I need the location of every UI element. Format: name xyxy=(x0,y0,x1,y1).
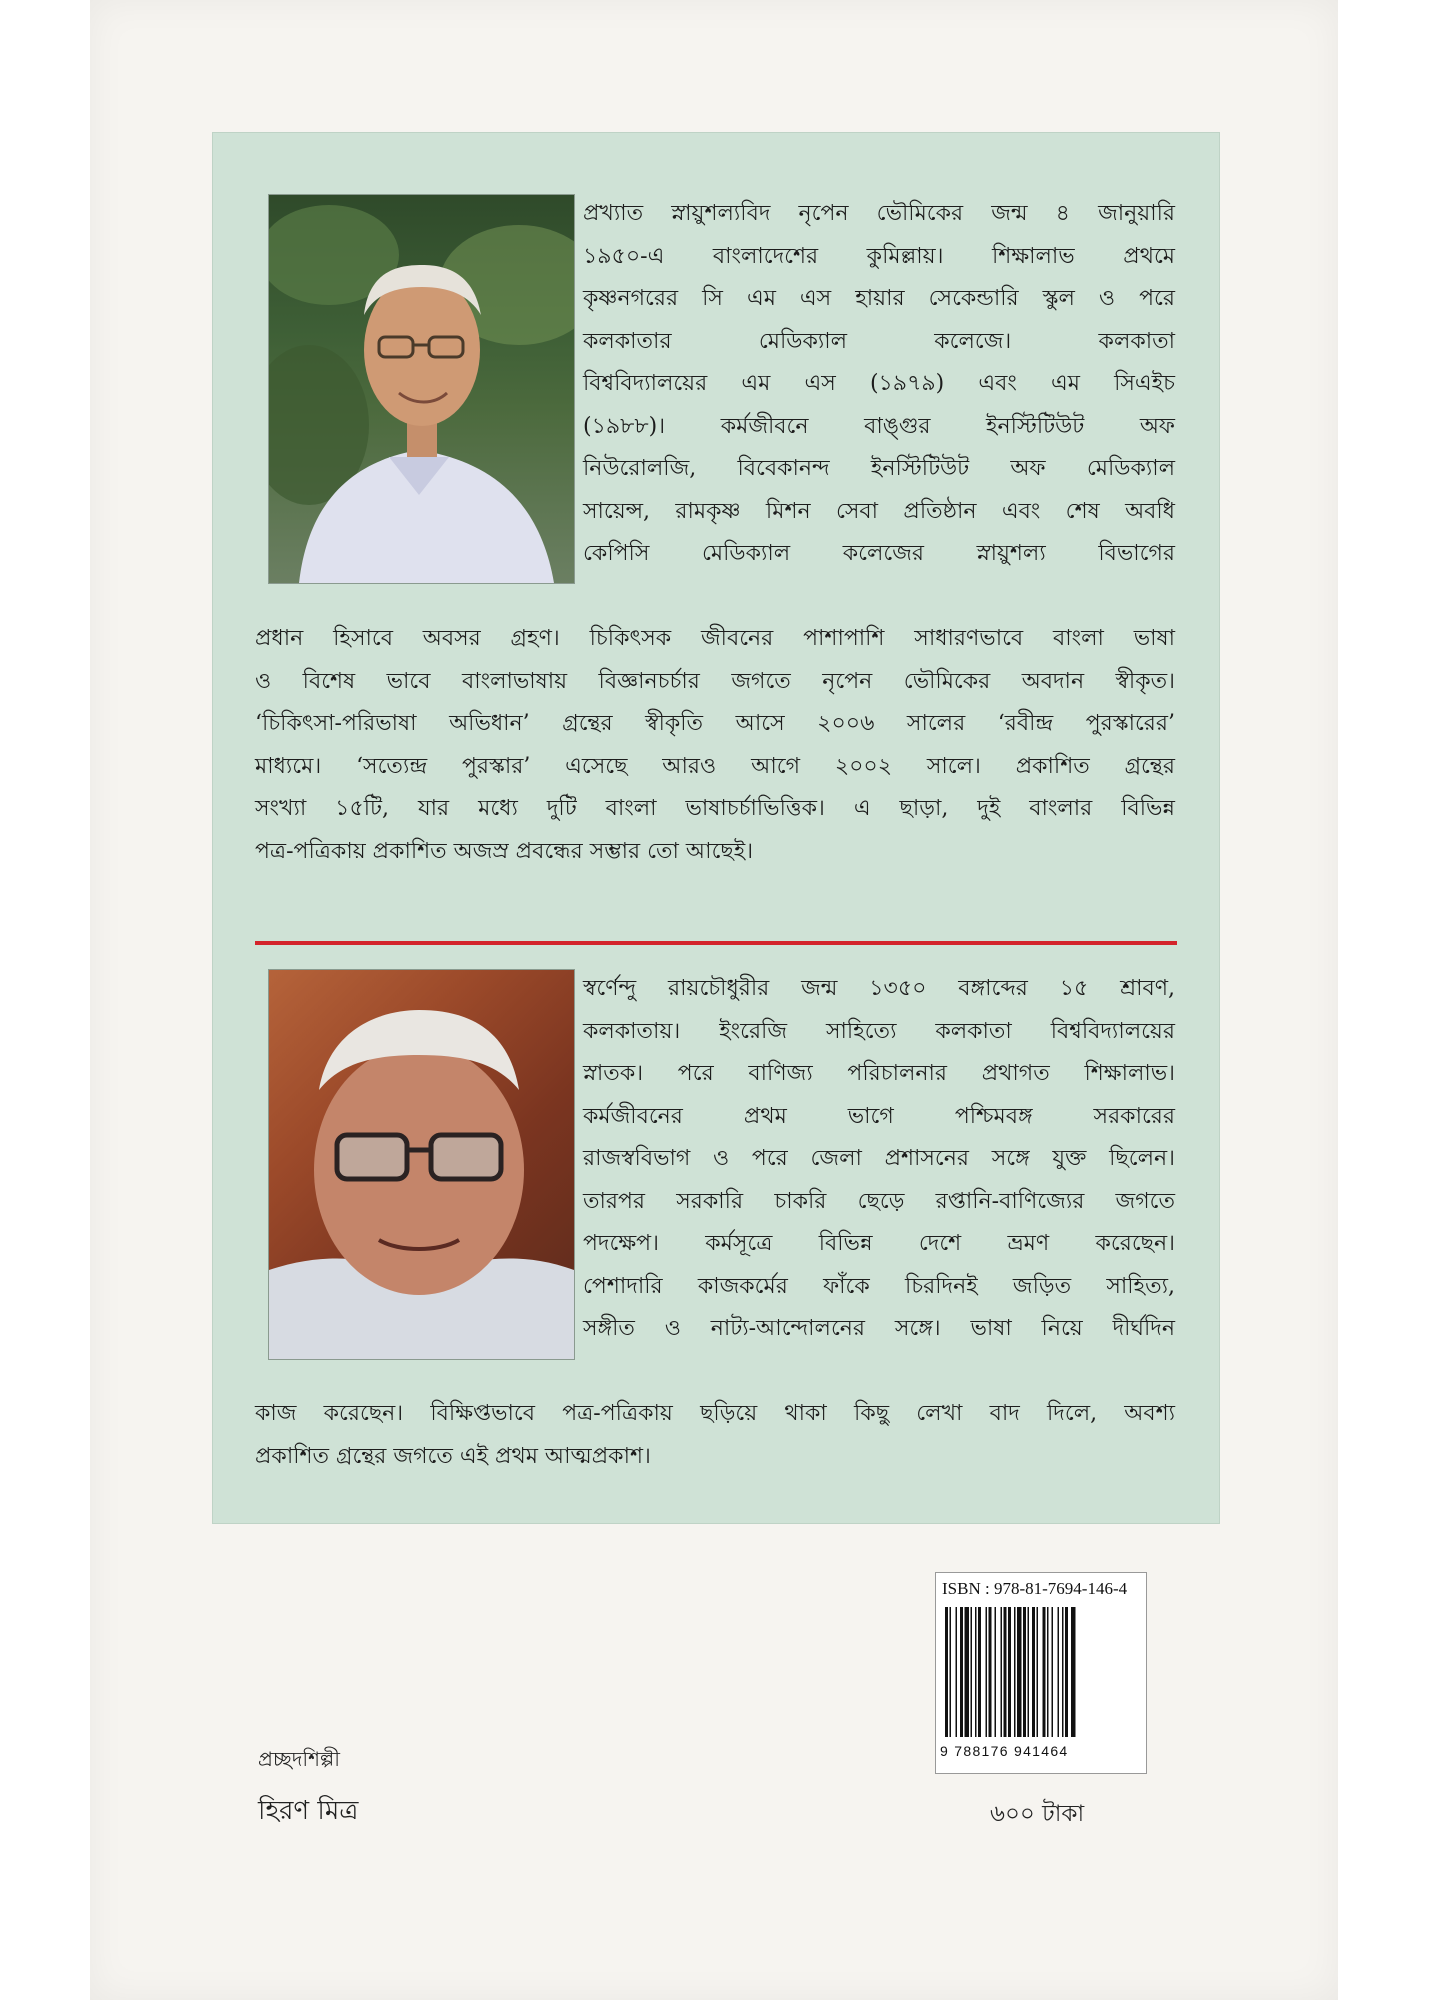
barcode-bar xyxy=(1058,1607,1060,1737)
barcode-bar xyxy=(1008,1607,1011,1737)
barcode-bar xyxy=(989,1607,992,1737)
bio-line: বিশ্ববিদ্যালয়ের এম এস (১৯৭৯) এবং এম সিএইচ xyxy=(583,371,1175,396)
barcode-bar xyxy=(1028,1607,1030,1737)
bio-line: কাজ করেছেন। বিক্ষিপ্তভাবে পত্র-পত্রিকায় ছড়িয়ে থাকা কিছু লেখা বাদ দিলে, অবশ্য xyxy=(255,1401,1175,1426)
barcode-bar xyxy=(995,1607,997,1737)
barcode-bar xyxy=(986,1607,988,1737)
author-2-bio-top xyxy=(583,968,1175,1351)
barcode-bar xyxy=(960,1607,963,1737)
barcode-bar xyxy=(1047,1607,1049,1737)
barcode-bar xyxy=(950,1607,952,1737)
barcode-bar xyxy=(1001,1607,1003,1737)
barcode-bar xyxy=(945,1607,948,1737)
barcode xyxy=(944,1607,1138,1737)
cover-artist-label: প্রচ্ছদশিল্পী xyxy=(258,1747,340,1771)
bio-line: ও বিশেষ ভাবে বাংলাভাষায় বিজ্ঞানচর্চার জগতে নৃপেন ভৌমিকের অবদান স্বীকৃত। xyxy=(255,668,1175,694)
bio-line: কর্মজীবনের প্রথম ভাগে পশ্চিমবঙ্গ সরকারের xyxy=(583,1103,1175,1129)
barcode-bar xyxy=(1004,1607,1007,1737)
bio-line: পত্র-পত্রিকায় প্রকাশিত অজস্র প্রবন্ধের সম্ভার তো আছেই। xyxy=(255,838,754,864)
author-2-bio-bottom xyxy=(255,1393,1175,1478)
bio-line: কেপিসি মেডিক্যাল কলেজের স্নায়ুশল্য বিভাগের xyxy=(583,541,1175,566)
bio-line: (১৯৮৮)। কর্মজীবনে বাঙ্গুর ইনস্টিটিউট অফ xyxy=(583,413,1175,439)
barcode-bar xyxy=(1043,1607,1046,1737)
bio-line: তারপর সরকারি চাকরি ছেড়ে রপ্তানি-বাণিজ্যের জগতে xyxy=(583,1188,1175,1214)
barcode-bar xyxy=(1071,1607,1076,1737)
author-1-bio-bottom xyxy=(255,618,1175,873)
author-photo-1 xyxy=(268,194,575,584)
barcode-bar xyxy=(975,1607,977,1737)
bio-line: স্নাতক। পরে বাণিজ্য পরিচালনার প্রথাগত শিক্ষালাভ। xyxy=(583,1061,1175,1086)
barcode-bar xyxy=(1037,1607,1039,1737)
barcode-bar xyxy=(965,1607,970,1737)
bio-line: রাজস্ববিভাগ ও পরে জেলা প্রশাসনের সঙ্গে যুক্ত ছিলেন। xyxy=(583,1146,1175,1171)
bio-line: নিউরোলজি, বিবেকানন্দ ইনস্টিটিউট অফ মেডিক্যাল xyxy=(583,456,1175,481)
bio-line: কৃষ্ণনগরের সি এম এস হায়ার সেকেন্ডারি স্কুল ও পরে xyxy=(583,286,1175,311)
cover-artist-name: হিরণ মিত্র xyxy=(258,1796,359,1826)
barcode-bar xyxy=(1017,1607,1022,1737)
barcode-bar xyxy=(956,1607,958,1737)
price: ৬০০ টাকা xyxy=(990,1801,1085,1827)
author-bios-panel xyxy=(212,132,1220,1524)
author-1-bio-top xyxy=(583,193,1175,576)
red-divider xyxy=(255,941,1177,945)
bio-line: সংখ্যা ১৫টি, যার মধ্যে দুটি বাংলা ভাষাচর্চাভিত্তিক। এ ছাড়া, দুই বাংলার বিভিন্ন xyxy=(255,796,1175,821)
author-photo-2 xyxy=(268,969,575,1360)
bio-line: পদক্ষেপ। কর্মসূত্রে বিভিন্ন দেশে ভ্রমণ করেছেন। xyxy=(583,1231,1175,1256)
bio-line: স্বর্ণেন্দু রায়চৌধুরীর জন্ম ১৩৫০ বঙ্গাব্দের ১৫ শ্রাবণ, xyxy=(583,976,1175,1001)
barcode-bar xyxy=(1023,1607,1026,1737)
bio-line: প্রধান হিসাবে অবসর গ্রহণ। চিকিৎসক জীবনের পাশাপাশি সাধারণভাবে বাংলা ভাষা xyxy=(255,626,1175,651)
barcode-bar xyxy=(1062,1607,1064,1737)
isbn-label: ISBN : 978-81-7694-146-4 xyxy=(942,1579,1128,1598)
barcode-bar xyxy=(1065,1607,1068,1737)
bio-line: ‘চিকিৎসা-পরিভাষা অভিধান’ গ্রন্থের স্বীকৃতি আসে ২০০৬ সালের ‘রবীন্দ্র পুরস্কারের’ xyxy=(255,711,1175,736)
bio-line: কলকাতায়। ইংরেজি সাহিত্যে কলকাতা বিশ্ববিদ্যালয়ের xyxy=(583,1018,1175,1044)
bio-line: মাধ্যমে। ‘সত্যেন্দ্র পুরস্কার’ এসেছে আরও আগে ২০০২ সালে। প্রকাশিত গ্রন্থের xyxy=(255,753,1175,779)
barcode-bar xyxy=(1032,1607,1035,1737)
barcode-bar xyxy=(971,1607,973,1737)
bio-line: ১৯৫০-এ বাংলাদেশের কুমিল্লায়। শিক্ষালাভ প্রথমে xyxy=(583,243,1175,269)
bio-line: প্রখ্যাত স্নায়ুশল্যবিদ নৃপেন ভৌমিকের জন্ম ৪ জানুয়ারি xyxy=(583,201,1175,226)
bio-line: প্রকাশিত গ্রন্থের জগতে এই প্রথম আত্মপ্রকাশ। xyxy=(255,1443,651,1469)
barcode-bar xyxy=(978,1607,981,1737)
bio-line: সঙ্গীত ও নাট্য-আন্দোলনের সঙ্গে। ভাষা নিয়ে দীর্ঘদিন xyxy=(583,1316,1175,1341)
bio-line: সায়েন্স, রামকৃষ্ণ মিশন সেবা প্রতিষ্ঠান এবং শেষ অবধি xyxy=(583,498,1175,524)
isbn-barcode-box xyxy=(935,1572,1147,1774)
barcode-bar xyxy=(1014,1607,1016,1737)
barcode-bar xyxy=(1052,1607,1054,1737)
bio-line: কলকাতার মেডিক্যাল কলেজে। কলকাতা xyxy=(583,328,1175,354)
bio-line: পেশাদারি কাজকর্মের ফাঁকে চিরদিনই জড়িত সাহিত্য, xyxy=(583,1273,1175,1299)
barcode-digits: 9 788176 941464 xyxy=(940,1743,1069,1759)
